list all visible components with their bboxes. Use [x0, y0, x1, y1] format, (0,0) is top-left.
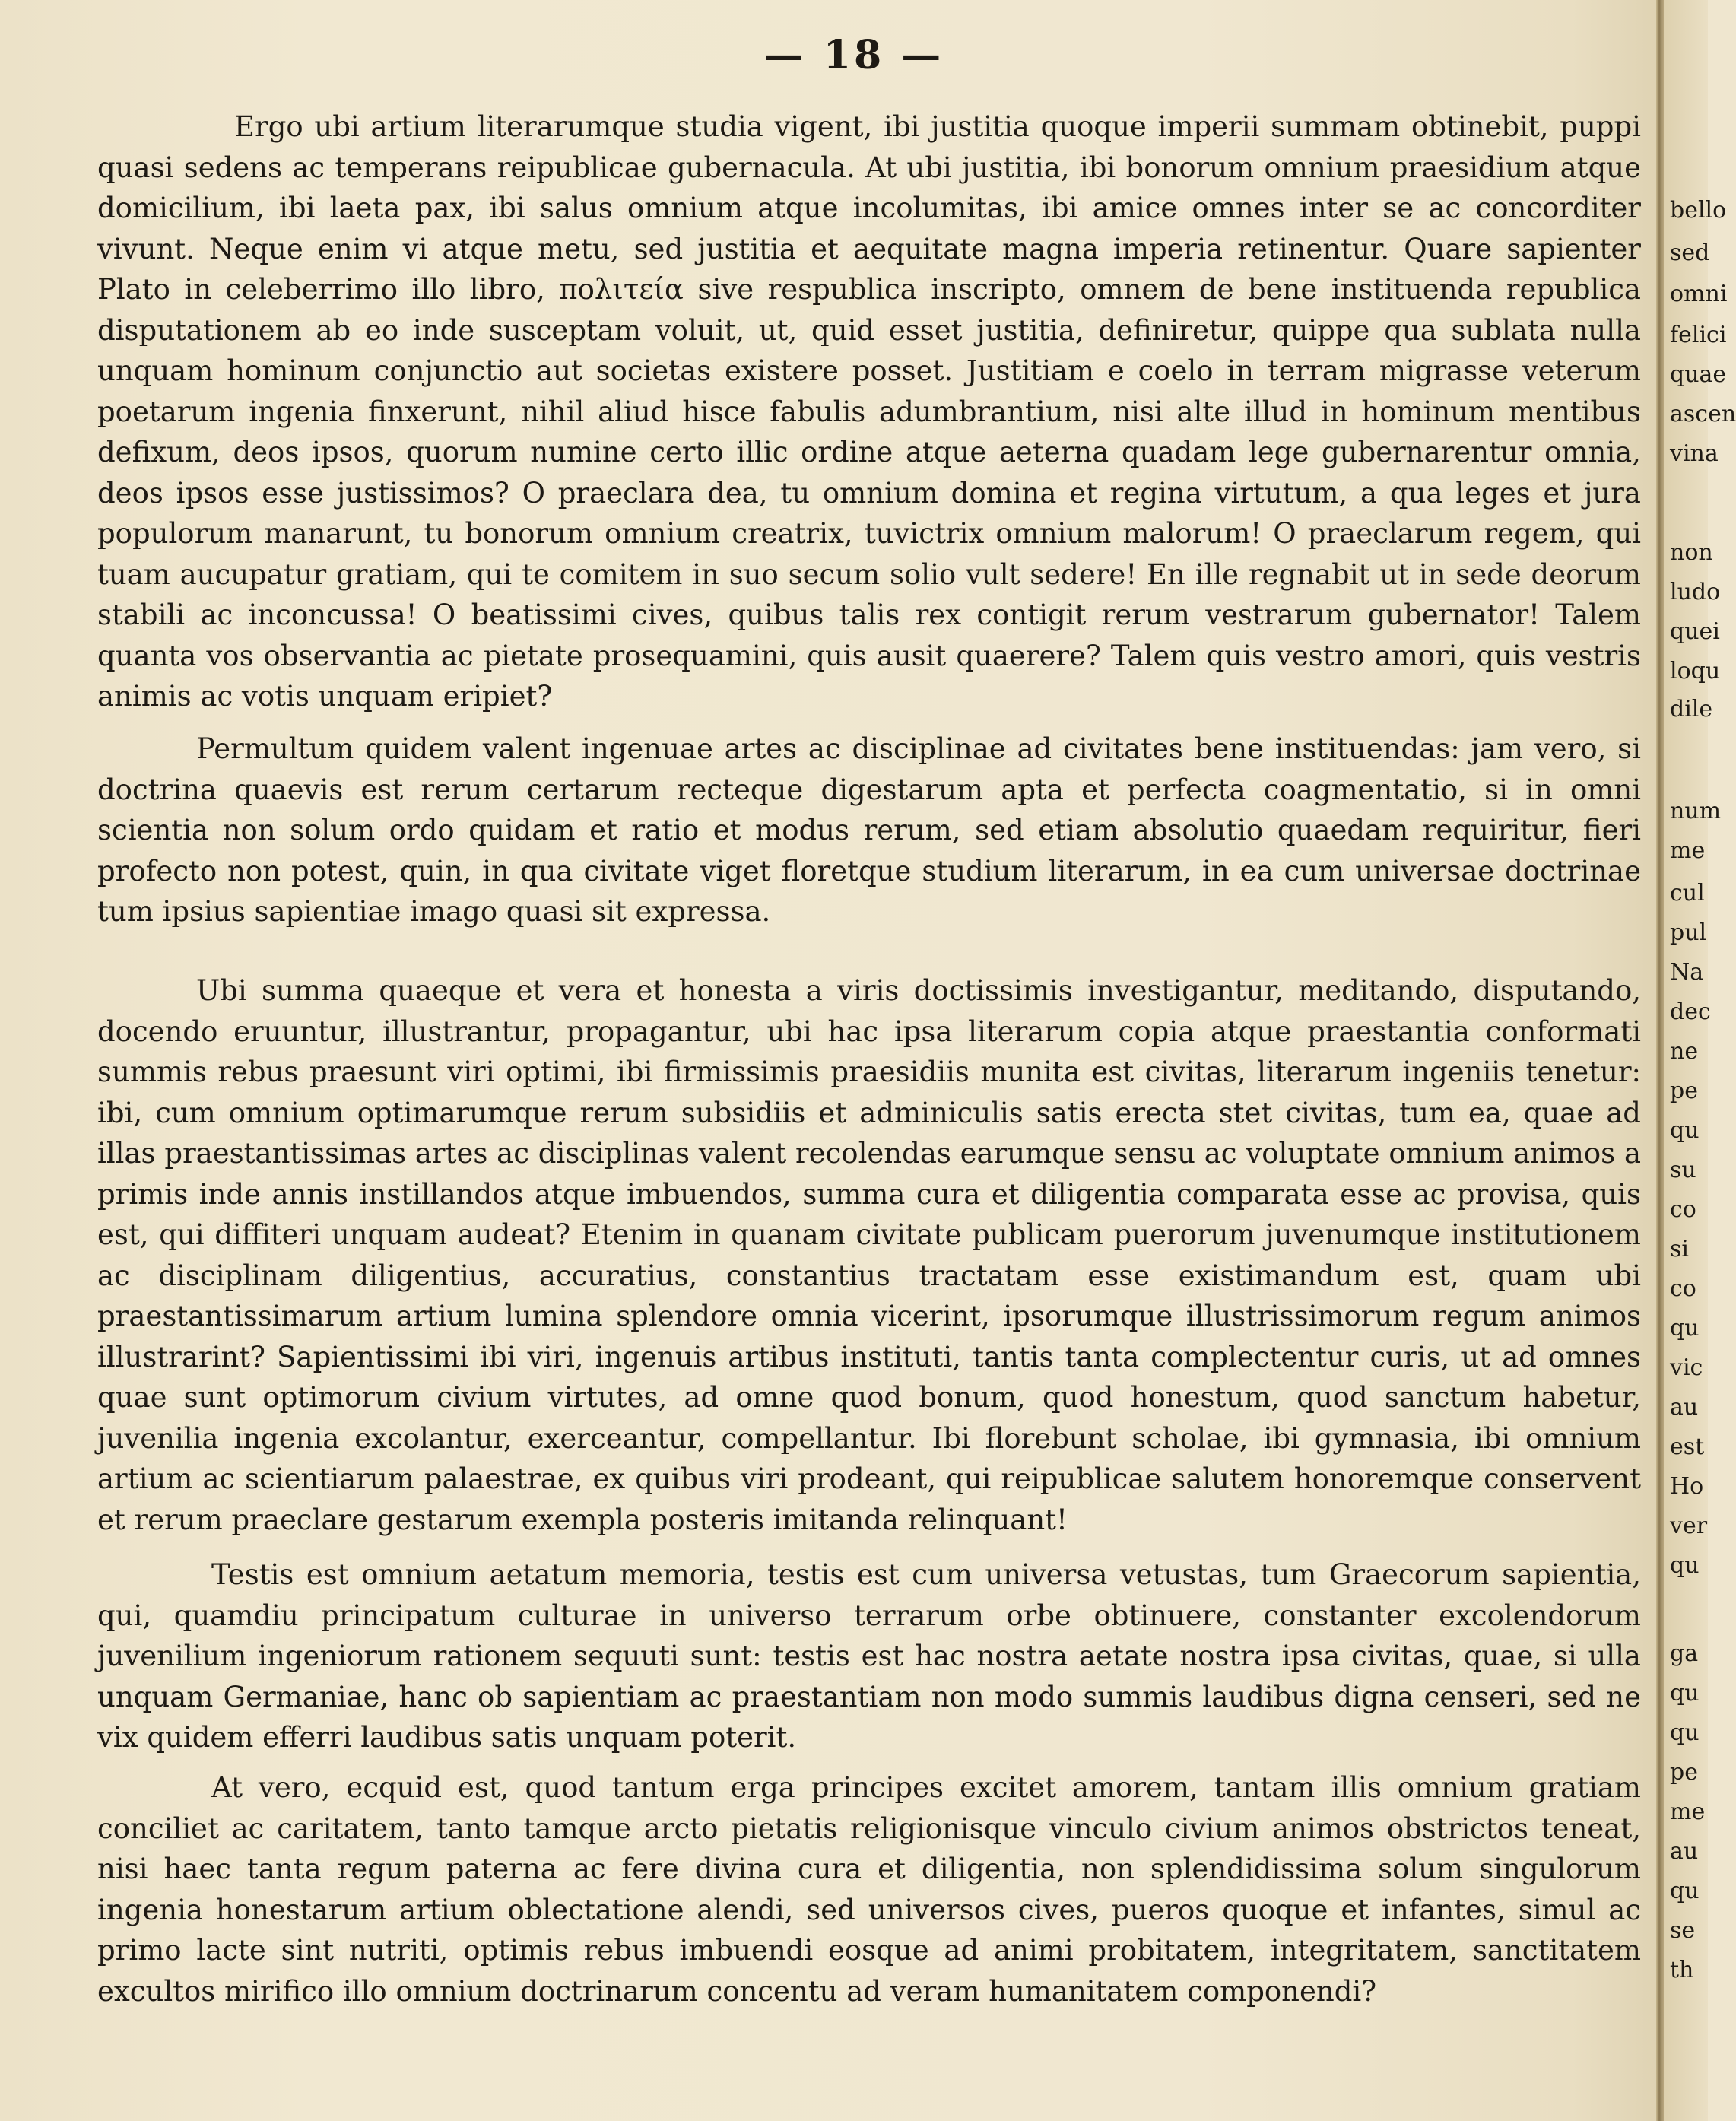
- margin-word: pul: [1670, 919, 1707, 946]
- margin-word: qu: [1670, 1552, 1700, 1579]
- margin-word: th: [1670, 1957, 1694, 1983]
- page-number: — 18 —: [763, 32, 944, 78]
- margin-word: pe: [1670, 1759, 1698, 1786]
- margin-word: num: [1670, 798, 1722, 824]
- margin-word: omni: [1670, 281, 1728, 307]
- margin-word: non: [1670, 539, 1713, 566]
- margin-word: qu: [1670, 1315, 1700, 1342]
- margin-word: qu: [1670, 1719, 1700, 1746]
- body-text: [97, 106, 1641, 2008]
- margin-word: sed: [1670, 240, 1710, 266]
- margin-word: vic: [1670, 1354, 1703, 1381]
- margin-word: co: [1670, 1196, 1696, 1223]
- margin-word: au: [1670, 1394, 1699, 1421]
- margin-word: su: [1670, 1157, 1696, 1183]
- paragraph: Ergo ubi artium literarumque studia vigent, ibi justitia quoque imperii summam obtinebit, puppi quasi sedens ac temperans reipublicae gubernacula. At ubi justitia, ibi bonorum omnium praesidium atque domicilium, ibi laeta pax, ibi salus omnium atque incolumitas, ibi amice omnes inter se ac concorditer vivunt. Neque enim vi atque metu, sed justitia et aequitate magna imperia retinentur. Quare sapienter Plato in celeberrimo illo libro, πολιτεία sive respublica inscripto, omnem de bene instituenda republica disputationem ab eo inde susceptam voluit, ut, quid esset justitia, definiretur, quippe qua sublata nulla unquam hominum conjunctio aut societas existere posset. Justitiam e coelo in terram migrasse veterum poetarum ingenia finxerunt, nihil aliud hisce fabulis adumbrantium, nisi alte illud in hominum mentibus defixum, deos ipsos, quorum numine certo illic ordine atque aeterna quadam lege gubernarentur omnia, deos ipsos esse justissimos? O praeclara dea, tu omnium domina et regina virtutum, a qua leges et jura populorum manarunt, tu bonorum omnium creatrix, tuvictrix omnium malorum! O praeclarum regem, qui tuam aucupatur gratiam, qui te comitem in suo secum solio vult sedere! En ille regnabit ut in sede deorum stabili ac inconcussa! O beatissimi cives, quibus talis rex contigit rerum vestrarum gubernator! Talem quanta vos observantia ac pietate prosequamini, quis ausit quaerere? Talem quis vestro amori, quis vestris animis ac votis unquam eripiet?: [97, 110, 1641, 713]
- margin-word: dec: [1670, 999, 1711, 1025]
- margin-word: me: [1670, 1799, 1706, 1825]
- margin-word: ga: [1670, 1640, 1699, 1667]
- margin-word: me: [1670, 837, 1706, 864]
- margin-word: loqu: [1670, 658, 1721, 684]
- margin-word: quei: [1670, 618, 1720, 645]
- margin-word: pe: [1670, 1078, 1698, 1104]
- book-gutter: [1656, 0, 1664, 2121]
- margin-word: ascen: [1670, 401, 1736, 427]
- margin-word: qu: [1670, 1680, 1700, 1707]
- margin-word: au: [1670, 1838, 1699, 1865]
- margin-word: qu: [1670, 1117, 1700, 1144]
- adjacent-page-edge: [1664, 0, 1736, 2121]
- margin-word: cul: [1670, 880, 1705, 907]
- margin-word: co: [1670, 1275, 1696, 1302]
- paragraph: At vero, ecquid est, quod tantum erga principes excitet amorem, tantam illis omnium gratiam conciliet ac caritatem, tanto tamque arcto pietatis religionisque vinculo civium animos obstrictos teneat, nisi haec tanta regum paterna ac fere divina cura et diligentia, non splendidissima solum singulorum ingenia honestarum artium oblectatione alendi, sed universos cives, pueros quoque et infantes, simul ac primo lacte sint nutriti, optimis rebus imbuendi eosque ad animi probitatem, integritatem, sanctitatem excultos mirifico illo omnium doctrinarum concentu ad veram humanitatem componendi?: [97, 1771, 1641, 2008]
- margin-word: ver: [1670, 1513, 1708, 1539]
- margin-word: qu: [1670, 1878, 1700, 1904]
- paragraph: Ubi summa quaeque et vera et honesta a viris doctissimis investigantur, meditando, disputando, docendo eruuntur, illustrantur, propagantur, ubi hac ipsa literarum copia atque praestantia conformati summis rebus praesunt viri optimi, ibi firmissimis praesidiis munita est civitas, literarum ingeniis tenetur: ibi, cum omnium optimarumque rerum subsidiis et adminiculis satis erecta stet civitas, tum ea, quae ad illas praestantissimas artes ac disciplinas valent recolendas earumque sensu ac voluptate omnium animos a primis inde annis instillandos atque imbuendos, summa cura et diligentia comparata esse ac provisa, quis est, qui diffiteri unquam audeat? Etenim in quanam civitate publicam puerorum juvenumque institutionem ac disciplinam diligentius, accuratius, constantius tractatam esse existimandum est, quam ubi praestantissimarum artium lumina splendore omnia vicerint, ipsorumque illustrissimorum regum animos illustrarint? Sapientissimi ibi viri, ingenuis artibus instituti, tantis tanta complectentur curis, ut ad omnes quae sunt optimorum civium virtutes, ad omne quod bonum, quod honestum, quod sanctum habetur, juvenilia ingenia excolantur, exerceantur, compellantur. Ibi florebunt scholae, ibi gymnasia, ibi omnium artium ac scientiarum palaestrae, ex quibus viri prodeant, qui reipublicae salutem honoremque conservent et rerum praeclare gestarum exempla posteris imitanda relinquant!: [97, 974, 1641, 1536]
- paragraph: Permultum quidem valent ingenuae artes ac disciplinae ad civitates bene instituendas: jam vero, si doctrina quaevis est rerum certarum recteque digestarum apta et perfecta coagmentatio, si in omni scientia non solum ordo quidam et ratio et modus rerum, sed etiam absolutio quaedam requiritur, fieri profecto non potest, quin, in qua civitate viget floretque studium literarum, in ea cum universae doctrinae tum ipsius sapientiae imago quasi sit expressa.: [97, 732, 1641, 928]
- margin-word: dile: [1670, 696, 1713, 722]
- margin-word: ne: [1670, 1038, 1699, 1065]
- margin-word: est: [1670, 1434, 1705, 1460]
- margin-word: se: [1670, 1917, 1696, 1944]
- margin-word: vina: [1670, 440, 1719, 467]
- paragraph: Testis est omnium aetatum memoria, testis est cum universa vetustas, tum Graecorum sapientia, qui, quamdiu principatum culturae in universo terrarum orbe obtinuere, constanter excolendorum juvenilium ingeniorum rationem sequuti sunt: testis est hac nostra aetate nostra ipsa civitas, quae, si ulla unquam Germaniae, hanc ob sapientiam ac praestantiam non modo summis laudibus digna censeri, sed ne vix quidem efferri laudibus satis unquam poterit.: [97, 1558, 1641, 1754]
- margin-word: bello: [1670, 197, 1727, 224]
- margin-word: felici: [1670, 322, 1727, 348]
- margin-word: si: [1670, 1236, 1689, 1262]
- margin-word: quae: [1670, 361, 1727, 388]
- margin-word: Ho: [1670, 1473, 1704, 1500]
- margin-word: ludo: [1670, 579, 1721, 605]
- margin-word: Na: [1670, 959, 1704, 986]
